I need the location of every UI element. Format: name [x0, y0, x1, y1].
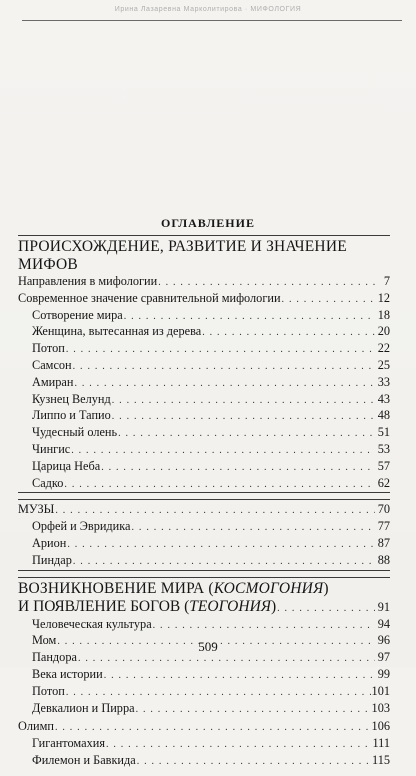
entry-page: 48	[377, 408, 390, 423]
toc-entry	[18, 502, 390, 519]
entry-title: Амиран	[32, 374, 74, 389]
entry-page: 77	[377, 519, 390, 534]
entry-title: Современное значение сравнительной мифологии	[18, 290, 281, 305]
entry-title: Кузнец Велунд	[32, 391, 111, 406]
toc-entry	[18, 736, 390, 753]
leader-dots	[55, 504, 375, 519]
entry-page: 111	[372, 736, 390, 751]
entry-page: 7	[383, 274, 390, 288]
toc-entry	[18, 667, 390, 684]
entry-page: 18	[377, 307, 390, 322]
leader-dots	[112, 394, 375, 409]
toc-entry	[18, 553, 390, 570]
section-entries	[18, 499, 390, 570]
toc-entry	[18, 308, 390, 325]
entry-title: Века истории	[32, 666, 103, 681]
entry-page: 106	[371, 719, 390, 734]
leader-dots	[124, 310, 375, 325]
leader-dots	[66, 343, 375, 358]
leader-dots	[67, 538, 375, 553]
leader-dots	[158, 276, 375, 291]
entry-title: Чудесный олень	[32, 425, 118, 440]
toc-title: ОГЛАВЛЕНИЕ	[161, 216, 255, 230]
leader-dots	[66, 686, 371, 701]
entry-title: Женщина, вытесанная из дерева	[32, 324, 202, 339]
entry-page: 87	[377, 535, 390, 550]
toc-entry	[18, 476, 390, 493]
entry-title: Филемон и Бавкида	[32, 752, 136, 767]
leader-dots	[118, 427, 375, 442]
entry-page: 51	[377, 425, 390, 440]
entry-page: 97	[377, 650, 390, 665]
entry-title: Пандора	[32, 650, 77, 665]
toc-entry	[18, 341, 390, 358]
section-heading-line2: И ПОЯВЛЕНИЕ БОГОВ (ТЕОГОНИЯ) . . . 91	[18, 598, 390, 617]
header-rule	[22, 20, 402, 21]
section-heading-line1: ВОЗНИКНОВЕНИЕ МИРА (КОСМОГОНИЯ)	[18, 579, 329, 597]
toc-entry	[18, 425, 390, 442]
entry-page: 22	[377, 341, 390, 356]
toc-entry	[18, 617, 390, 634]
leader-dots	[137, 755, 371, 770]
entry-title: Олимп	[18, 719, 54, 734]
section-heading: ПРОИСХОЖДЕНИЕ, РАЗВИТИЕ И ЗНАЧЕНИЕ МИФОВ	[18, 235, 390, 274]
leader-dots	[153, 619, 375, 634]
leader-dots	[74, 377, 375, 392]
entry-title: Потоп	[32, 341, 65, 356]
toc-entry	[18, 392, 390, 409]
toc-entry	[18, 519, 390, 536]
leader-dots	[71, 444, 375, 459]
toc-entry	[18, 536, 390, 553]
entry-page: 99	[377, 666, 390, 681]
toc-entry	[18, 375, 390, 392]
entry-title: Гигантомахия	[32, 736, 105, 751]
entry-title: Орфей и Эвридика	[32, 519, 131, 534]
entry-title: Царица Неба	[32, 458, 101, 473]
entry-title: Арион	[32, 535, 67, 550]
toc-entry	[18, 442, 390, 459]
entry-page: 57	[377, 458, 390, 473]
toc-entry	[18, 684, 390, 701]
entry-page: 115	[372, 752, 390, 767]
entry-page: 103	[371, 700, 390, 715]
leader-dots	[73, 555, 375, 570]
entry-page: 33	[377, 374, 390, 389]
entry-page: 101	[371, 683, 390, 698]
leader-dots	[73, 360, 375, 375]
entry-page: 20	[377, 324, 390, 339]
leader-dots	[136, 703, 371, 718]
entry-title: Потоп	[32, 683, 65, 698]
running-head: Ирина Лазаревна Марколитирова · МИФОЛОГИЯ	[114, 6, 302, 13]
toc-section-origins	[18, 235, 390, 493]
leader-dots	[104, 669, 375, 684]
leader-dots	[112, 410, 375, 425]
toc-entry	[18, 274, 390, 291]
entry-title: Пиндар	[32, 552, 72, 567]
leader-dots	[202, 326, 375, 341]
leader-dots	[282, 293, 375, 308]
entry-page: 94	[377, 616, 390, 631]
entry-page: 96	[377, 633, 390, 648]
entry-title: МУЗЫ	[18, 502, 55, 517]
entry-page: 70	[377, 502, 390, 517]
leader-dots	[277, 600, 375, 617]
toc-entry	[18, 358, 390, 375]
entry-page: 12	[377, 290, 390, 305]
entry-page: 43	[377, 391, 390, 406]
entry-page: 53	[377, 441, 390, 456]
entry-page: 62	[377, 475, 390, 490]
entry-title: Направления в мифологии	[18, 274, 158, 288]
leader-dots	[55, 721, 371, 736]
entry-title: Мом	[32, 633, 57, 648]
page-number: 509	[198, 639, 218, 654]
leader-dots	[101, 461, 375, 476]
entry-title: Сотворение мира	[32, 307, 123, 322]
entry-title: Девкалион и Пирра	[32, 700, 135, 715]
leader-dots	[106, 738, 371, 753]
leader-dots	[132, 521, 375, 536]
toc-entry	[18, 291, 390, 308]
section-entries	[18, 274, 390, 493]
toc-entry	[18, 719, 390, 736]
entry-title: Садко	[32, 475, 64, 490]
toc-entry	[18, 701, 390, 718]
toc-entry	[18, 459, 390, 476]
toc-section-cosmogony	[18, 577, 390, 770]
entry-page: 91	[377, 599, 390, 614]
toc-entry	[18, 324, 390, 341]
toc-entry	[18, 408, 390, 425]
entry-title: Липпо и Тапио	[32, 408, 111, 423]
entry-page: 88	[377, 552, 390, 567]
entry-page: 25	[377, 357, 390, 372]
toc-entry	[18, 753, 390, 770]
entry-title: Чингис	[32, 441, 71, 456]
leader-dots	[64, 478, 375, 493]
entry-title: Самсон	[32, 357, 72, 372]
table-of-contents	[18, 235, 390, 776]
section-heading	[18, 577, 390, 598]
toc-section-muses	[18, 499, 390, 570]
entry-title: Человеческая культура	[32, 616, 152, 631]
